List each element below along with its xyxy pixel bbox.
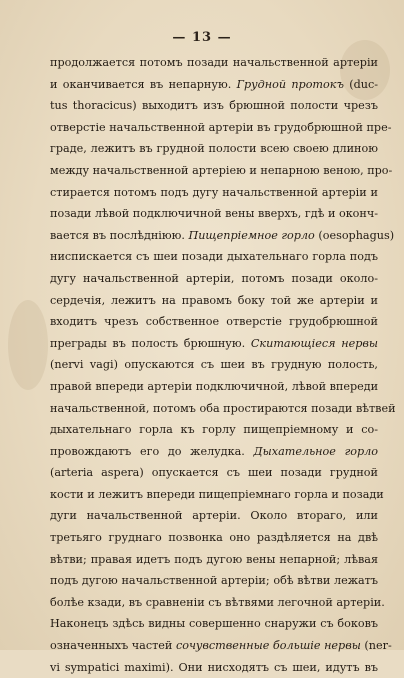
line-text: кости и лежитъ впереди пищепріемнаго горла и позади <box>50 487 384 501</box>
text-line <box>50 117 392 139</box>
line-text: вается въ послѣдніюю. <box>50 228 189 242</box>
text-line <box>50 354 378 376</box>
italic-term: Дыхательное горло <box>253 444 378 458</box>
text-line <box>50 160 393 182</box>
line-text: (arteria aspera) опускается съ шеи позади грудной <box>50 466 378 480</box>
line-text: и оканчивается въ непарную. <box>50 77 237 91</box>
italic-term: сочувственные большіе нервы <box>175 639 361 653</box>
line-text: преграды въ полость брюшную. <box>50 336 251 350</box>
text-line <box>50 592 385 614</box>
text-line <box>50 441 378 463</box>
line-text: дугу начальственной артеріи, потомъ позади около- <box>50 271 378 285</box>
line-text: дуги начальственной артеріи. Около втораго, или <box>50 509 378 523</box>
line-text: vi sympatici maximi). Они нисходятъ съ шеи, идутъ въ <box>50 660 378 674</box>
text-line <box>50 635 392 657</box>
line-text: между начальственной артеріею и непарною веною, про- <box>50 163 393 177</box>
line-text: входитъ чрезъ собственное отверстіе грудобрюшной <box>50 315 378 329</box>
text-line <box>50 527 378 549</box>
line-text: подъ дугою начальственной артеріи; обѣ вѣтви лежатъ <box>50 574 378 588</box>
italic-term: Скитающіеся нервы <box>250 336 378 350</box>
text-line <box>50 290 378 312</box>
text-line <box>50 549 378 571</box>
text-line <box>50 138 378 160</box>
line-text: провождаютъ его до желудка. <box>50 444 254 458</box>
text-line <box>50 95 378 117</box>
text-line <box>50 570 378 592</box>
text-line <box>50 225 395 247</box>
body-text <box>50 52 396 678</box>
line-text: tus thoracicus) выходитъ изъ брюшной полости чрезъ <box>50 99 378 113</box>
italic-term: Пищепріемное горло <box>188 228 315 242</box>
text-line <box>50 333 378 355</box>
line-text: (nervi vagi) опускаются съ шеи въ грудную полость, <box>50 358 378 372</box>
line-text: Наконецъ здѣсь видны совершенно снаружи съ боковъ <box>50 617 378 631</box>
text-line <box>50 657 378 678</box>
line-text: (ner- <box>360 639 392 653</box>
line-text: вѣтви; правая идетъ подъ дугою вены непарной; лѣвая <box>50 552 378 566</box>
text-line <box>50 462 378 484</box>
line-text: позади лѣвой подключичной вены вверхъ, гдѣ и оконч- <box>50 207 379 221</box>
line-text: третьяго груднаго позвонка оно раздѣляется на двѣ <box>50 531 378 545</box>
line-text: болѣе кзади, въ сравненіи съ вѣтвями легочной артеріи. <box>50 595 385 609</box>
text-line <box>50 613 378 635</box>
text-line <box>50 505 378 527</box>
text-line <box>50 311 378 333</box>
line-text: граде, лежитъ въ грудной полости всею своею длиною <box>50 142 378 156</box>
line-text: дыхательнаго горла къ горлу пищепріемному и со- <box>50 423 378 437</box>
text-line <box>50 419 378 441</box>
text-line <box>50 74 378 96</box>
text-line <box>50 203 378 225</box>
line-text: ниспискается съ шеи позади дыхательнаго горла подъ <box>50 250 378 264</box>
line-text: правой впереди артеріи подключичной, лѣвой впереди <box>50 379 379 393</box>
line-text: (oesophagus) <box>314 228 395 242</box>
line-text: сердечія, лежитъ на правомъ боку той же артеріи и <box>50 293 378 307</box>
line-text: начальственной, потомъ оба простираются позади вѣтвей <box>50 401 396 415</box>
text-line <box>50 52 378 74</box>
text-line <box>50 268 378 290</box>
text-line <box>50 182 378 204</box>
text-line <box>50 484 384 506</box>
line-text: стирается потомъ подъ дугу начальственной артеріи и <box>50 185 378 199</box>
text-line <box>50 398 396 420</box>
line-text: отверстіе начальственной артеріи въ грудобрюшной пре- <box>50 120 392 134</box>
line-text: означенныхъ частей <box>50 639 176 653</box>
line-text: продолжается потомъ позади начальственной артеріи <box>50 56 378 69</box>
paper-stain <box>8 300 48 390</box>
text-line <box>50 246 378 268</box>
page-number: — 13 — <box>172 30 232 45</box>
text-line <box>50 376 378 398</box>
line-text: (duc- <box>343 77 378 91</box>
italic-term: Грудной протокъ <box>236 77 344 91</box>
